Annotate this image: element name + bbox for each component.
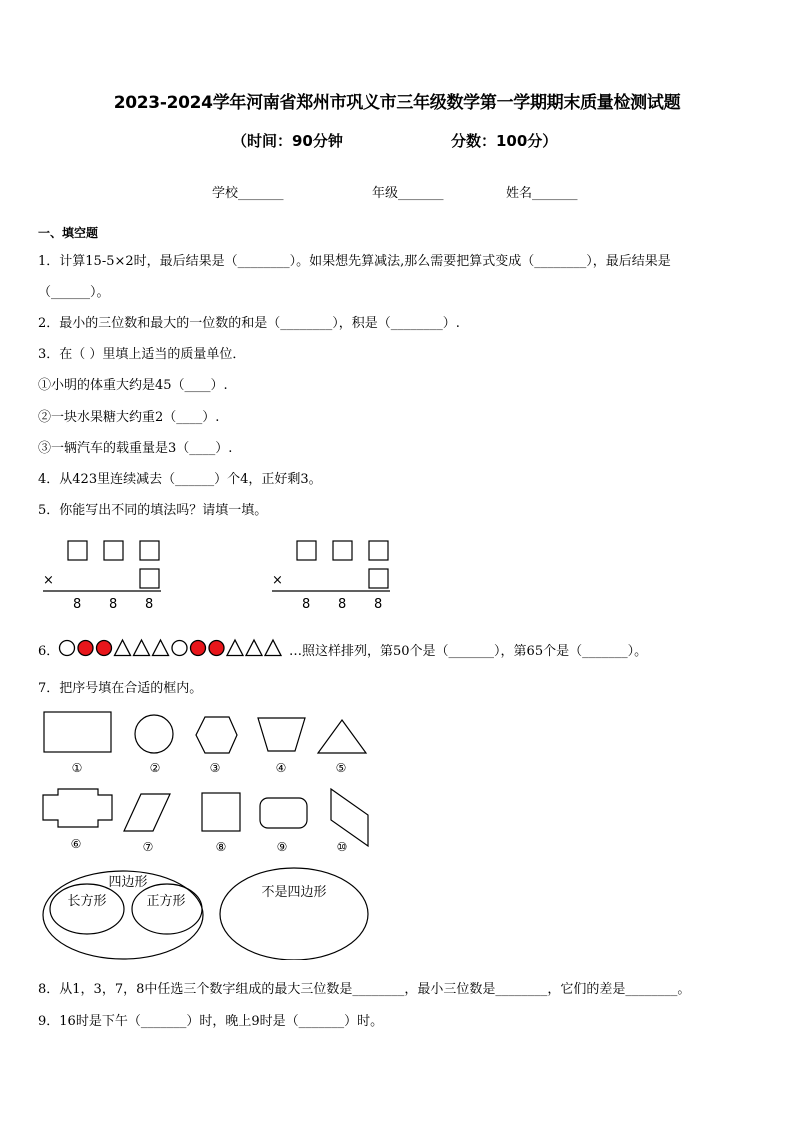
shape-label-1: ① bbox=[71, 761, 83, 775]
shape-label-4: ④ bbox=[275, 761, 287, 775]
question-5: 5．你能写出不同的填法吗？请填一填。 bbox=[38, 503, 268, 518]
answer-box[interactable] bbox=[140, 541, 159, 560]
square-set bbox=[132, 884, 202, 934]
exam-score: 分数：100分） bbox=[451, 132, 558, 150]
shape-slanted-quadrilateral bbox=[331, 789, 368, 846]
triangle-icon bbox=[115, 640, 131, 656]
shape-circle bbox=[135, 715, 173, 753]
shape-label-2: ② bbox=[149, 761, 161, 775]
question-3-a: ①小明的体重大约是45（____）. bbox=[38, 378, 228, 393]
question-6: …照这样排列，第50个是（_______），第65个是（_______）。 bbox=[289, 644, 648, 659]
answer-box[interactable] bbox=[369, 569, 388, 588]
triangle-icon bbox=[134, 640, 150, 656]
non-quadrilateral-label: 不是四边形 bbox=[261, 885, 327, 900]
exam-time: （时间：90分钟 bbox=[232, 132, 343, 150]
product-digit: 8 bbox=[338, 597, 347, 612]
red-circle-icon bbox=[97, 641, 112, 656]
non-quadrilateral-set bbox=[220, 868, 368, 960]
red-circle-icon bbox=[78, 641, 93, 656]
question-3-b: ②一块水果糖大约重2（____）. bbox=[38, 410, 220, 425]
times-sign: × bbox=[272, 573, 283, 588]
rectangle-set bbox=[50, 884, 124, 934]
times-sign: × bbox=[43, 573, 54, 588]
grade-field[interactable]: 年级_______ bbox=[372, 186, 444, 201]
school-field[interactable]: 学校_______ bbox=[212, 186, 284, 201]
shape-triangle bbox=[318, 720, 366, 753]
shape-label-6: ⑥ bbox=[70, 837, 82, 851]
question-2: 2．最小的三位数和最大的一位数的和是（________），积是（________）. bbox=[38, 316, 460, 331]
shape-label-8: ⑧ bbox=[215, 840, 227, 854]
answer-box[interactable] bbox=[140, 569, 159, 588]
puzzle-2 bbox=[272, 541, 390, 612]
shape-rectangle bbox=[44, 712, 111, 752]
product-digit: 8 bbox=[109, 597, 118, 612]
shape-label-3: ③ bbox=[209, 761, 221, 775]
rectangle-label: 长方形 bbox=[67, 894, 107, 909]
question-6-number: 6． bbox=[38, 644, 60, 659]
red-circle-icon bbox=[191, 641, 206, 656]
question-3-c: ③一辆汽车的载重量是3（____）. bbox=[38, 441, 233, 456]
question-4: 4．从423里连续减去（______）个4，正好剩3。 bbox=[38, 472, 322, 487]
shape-trapezoid bbox=[258, 718, 305, 751]
question-7: 7．把序号填在合适的框内。 bbox=[38, 681, 203, 696]
answer-box[interactable] bbox=[104, 541, 123, 560]
white-circle-icon bbox=[172, 641, 187, 656]
triangle-icon bbox=[227, 640, 243, 656]
answer-box[interactable] bbox=[333, 541, 352, 560]
shape-label-9: ⑨ bbox=[276, 840, 288, 854]
square-label: 正方形 bbox=[146, 894, 186, 909]
shapes-figure bbox=[38, 705, 378, 960]
shape-parallelogram bbox=[124, 794, 170, 831]
answer-box[interactable] bbox=[297, 541, 316, 560]
product-digit: 8 bbox=[145, 597, 154, 612]
name-field[interactable]: 姓名_______ bbox=[506, 186, 578, 201]
shape-label-7: ⑦ bbox=[142, 840, 154, 854]
shape-rounded-rectangle bbox=[260, 798, 307, 828]
answer-box[interactable] bbox=[369, 541, 388, 560]
shape-label-10: ⑩ bbox=[336, 840, 348, 854]
question-1-line-1: 1．计算15-5×2时，最后结果是（________）。如果想先算减法,那么需要把算式变成（________），最后结果是 bbox=[38, 254, 671, 269]
product-digit: 8 bbox=[374, 597, 383, 612]
shape-square bbox=[202, 793, 240, 831]
question-8: 8．从1，3，7，8中任选三个数字组成的最大三位数是________，最小三位数是________，它们的差是________。 bbox=[38, 982, 691, 997]
question-9: 9．16时是下午（_______）时，晚上9时是（_______）时。 bbox=[38, 1014, 384, 1029]
multiplication-puzzles bbox=[38, 535, 398, 615]
shape-hexagon bbox=[196, 717, 237, 753]
question-3: 3．在（ ）里填上适当的质量单位． bbox=[38, 347, 246, 362]
shape-pattern bbox=[58, 637, 290, 659]
product-digit: 8 bbox=[73, 597, 82, 612]
shape-cross bbox=[43, 789, 112, 827]
triangle-icon bbox=[246, 640, 262, 656]
red-circle-icon bbox=[209, 641, 224, 656]
product-digit: 8 bbox=[302, 597, 311, 612]
quadrilateral-label: 四边形 bbox=[108, 875, 148, 890]
triangle-icon bbox=[153, 640, 169, 656]
question-1-line-2: （______）。 bbox=[38, 285, 110, 300]
section-fill-blank: 一、填空题 bbox=[38, 226, 99, 240]
shape-label-5: ⑤ bbox=[335, 761, 347, 775]
triangle-icon bbox=[265, 640, 281, 656]
puzzle-1 bbox=[43, 541, 161, 612]
white-circle-icon bbox=[60, 641, 75, 656]
page-title: 2023-2024学年河南省郑州市巩义市三年级数学第一学期期末质量检测试题 bbox=[113, 93, 681, 113]
answer-box[interactable] bbox=[68, 541, 87, 560]
